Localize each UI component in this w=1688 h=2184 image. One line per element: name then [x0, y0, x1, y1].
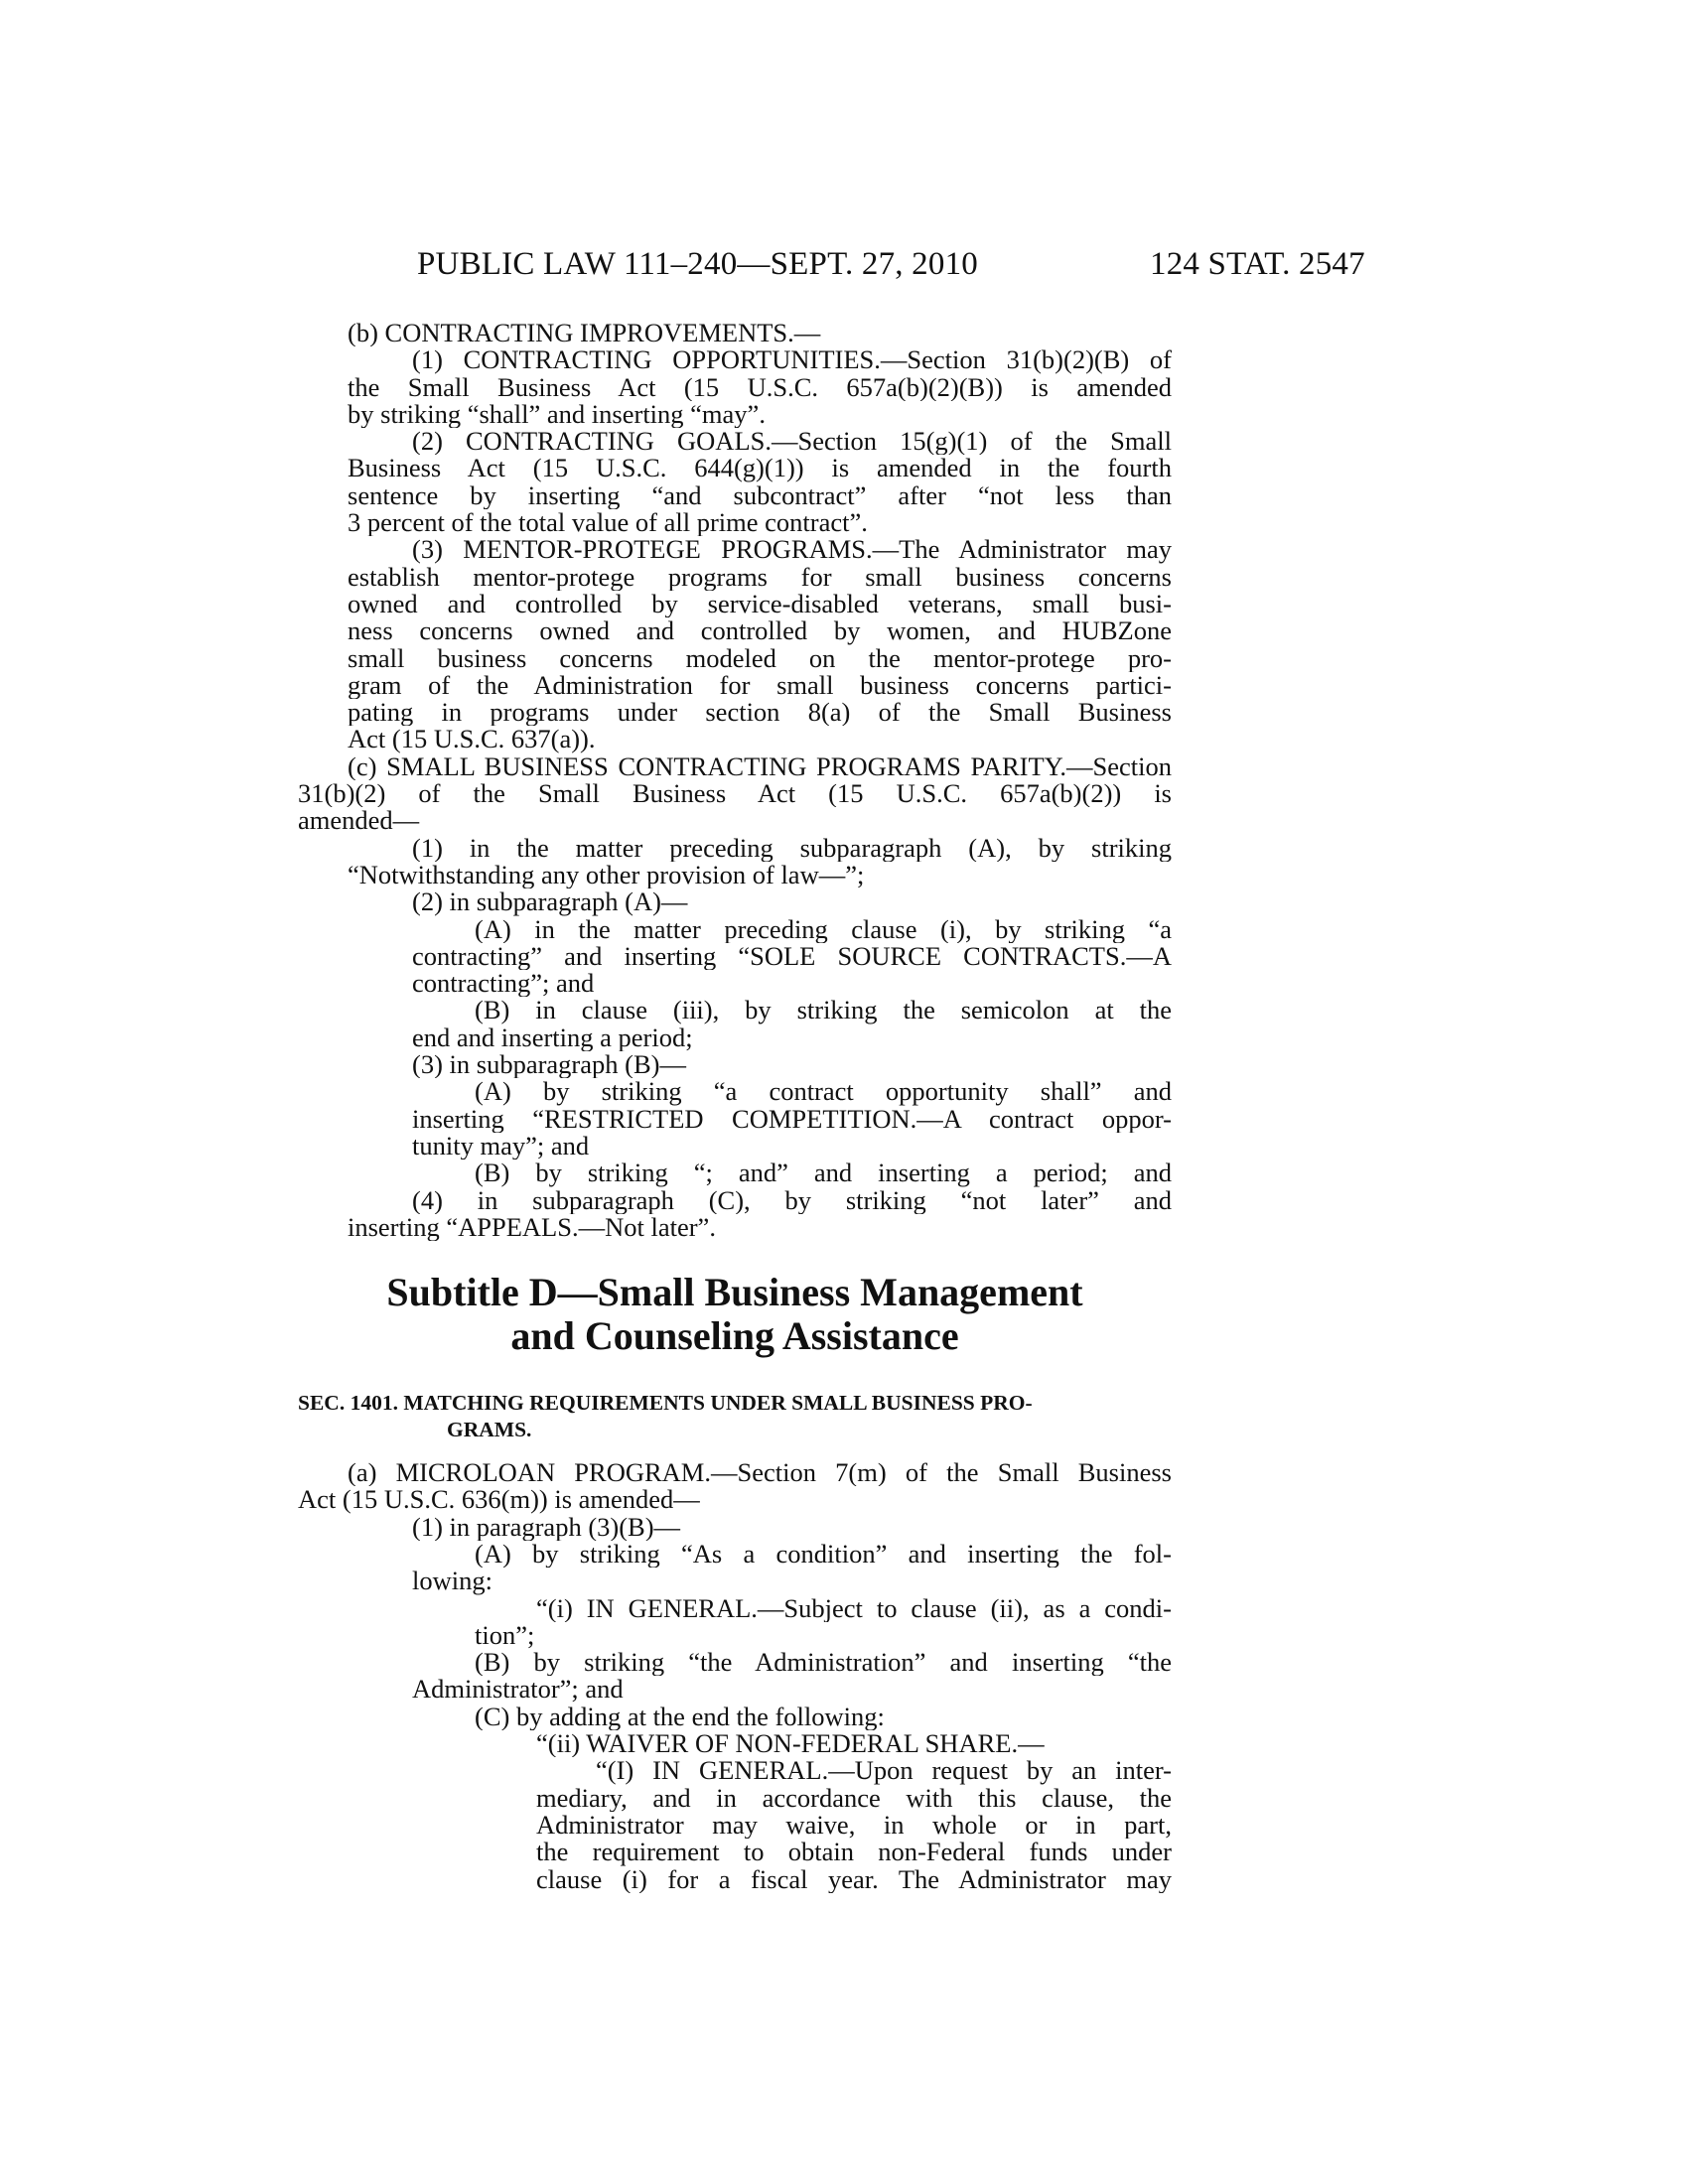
- text-line: Administrator”; and: [412, 1676, 624, 1704]
- text-line: (A) by striking “a contract opportunity shall” and: [475, 1078, 1172, 1106]
- text-line: gram of the Administration for small business concerns partici-: [348, 671, 1172, 700]
- text-line: small business concerns modeled on the mentor-protege pro-: [348, 644, 1172, 672]
- text-line: lowing:: [412, 1568, 492, 1595]
- text-line: (1) CONTRACTING OPPORTUNITIES.—Section 31(b)(2)(B) of: [412, 346, 1172, 374]
- text-line: “(ii) WAIVER OF NON-FEDERAL SHARE.—: [536, 1730, 1045, 1758]
- subtitle-line-1: Subtitle D—Small Business Management: [386, 1270, 1083, 1315]
- running-head: PUBLIC LAW 111–240—SEPT. 27, 2010: [417, 246, 978, 282]
- text-line: Act (15 U.S.C. 636(m)) is amended—: [298, 1486, 700, 1514]
- section-paragraphs: [298, 1459, 1172, 1893]
- section-heading-line-2: GRAMS.: [447, 1418, 532, 1442]
- subtitle-line-2: and Counseling Assistance: [510, 1313, 959, 1359]
- text-line: mediary, and in accordance with this clause, the: [536, 1784, 1172, 1812]
- amendment-paragraphs: [298, 320, 1172, 1241]
- body-text: [298, 320, 1172, 1893]
- text-line: (c) SMALL BUSINESS CONTRACTING PROGRAMS PARITY.—Section: [348, 752, 1172, 781]
- text-line: by striking “shall” and inserting “may”.: [348, 400, 766, 429]
- text-line: (A) in the matter preceding clause (i), by striking “a: [475, 915, 1172, 943]
- text-line: sentence by inserting “and subcontract” after “not less than: [348, 481, 1172, 510]
- text-line: (b) CONTRACTING IMPROVEMENTS.—: [348, 320, 821, 347]
- text-line: (B) by striking “; and” and inserting a period; and: [475, 1160, 1172, 1187]
- text-line: owned and controlled by service-disabled veterans, small busi-: [348, 590, 1172, 618]
- text-line: the requirement to obtain non-Federal funds under: [536, 1839, 1172, 1866]
- text-line: (A) by striking “As a condition” and inserting the fol-: [475, 1540, 1172, 1569]
- text-line: the Small Business Act (15 U.S.C. 657a(b)(2)(B)) is amended: [348, 373, 1172, 401]
- text-line: 3 percent of the total value of all prime contract”.: [348, 509, 868, 537]
- text-line: tion”;: [475, 1621, 535, 1650]
- section-heading: [298, 1390, 1172, 1443]
- text-line: (3) in subparagraph (B)—: [412, 1051, 686, 1079]
- text-line: “(i) IN GENERAL.—Subject to clause (ii), as a condi-: [536, 1594, 1172, 1622]
- text-line: Business Act (15 U.S.C. 644(g)(1)) is amended in the fourth: [348, 455, 1172, 482]
- text-line: inserting “APPEALS.—Not later”.: [348, 1213, 716, 1242]
- text-line: end and inserting a period;: [412, 1024, 693, 1052]
- text-line: (3) MENTOR-PROTEGE PROGRAMS.—The Administrator may: [412, 536, 1172, 564]
- text-line: “Notwithstanding any other provision of law—”;: [348, 861, 865, 889]
- text-line: ness concerns owned and controlled by women, and HUBZone: [348, 617, 1172, 645]
- text-line: amended—: [298, 807, 420, 835]
- text-line: clause (i) for a fiscal year. The Administrator may: [536, 1865, 1172, 1893]
- subtitle-heading: [298, 1271, 1172, 1358]
- section-heading-line-1: SEC. 1401. MATCHING REQUIREMENTS UNDER SMALL BUSINESS PRO-: [298, 1391, 1033, 1416]
- text-line: (2) CONTRACTING GOALS.—Section 15(g)(1) of the Small: [412, 428, 1172, 456]
- text-line: pating in programs under section 8(a) of the Small Business: [348, 699, 1172, 727]
- text-line: Administrator may waive, in whole or in part,: [536, 1811, 1172, 1840]
- text-line: (B) in clause (iii), by striking the semicolon at the: [475, 997, 1172, 1024]
- text-line: (1) in the matter preceding subparagraph (A), by striking: [412, 834, 1172, 862]
- text-line: “(I) IN GENERAL.—Upon request by an inter-: [596, 1757, 1172, 1785]
- text-line: (2) in subparagraph (A)—: [412, 888, 688, 916]
- text-line: contracting”; and: [412, 970, 595, 998]
- text-line: 31(b)(2) of the Small Business Act (15 U.S.C. 657a(b)(2)) is: [298, 780, 1172, 808]
- text-line: Act (15 U.S.C. 637(a)).: [348, 726, 596, 753]
- text-line: (1) in paragraph (3)(B)—: [412, 1513, 681, 1541]
- text-line: (C) by adding at the end the following:: [475, 1703, 885, 1731]
- text-line: contracting” and inserting “SOLE SOURCE CONTRACTS.—A: [412, 942, 1172, 971]
- text-line: tunity may”; and: [412, 1132, 590, 1160]
- text-line: (B) by striking “the Administration” and inserting “the: [475, 1649, 1172, 1677]
- text-line: (a) MICROLOAN PROGRAM.—Section 7(m) of the Small Business: [348, 1459, 1172, 1487]
- text-line: inserting “RESTRICTED COMPETITION.—A contract oppor-: [412, 1105, 1172, 1133]
- text-line: establish mentor-protege programs for small business concerns: [348, 563, 1172, 591]
- text-line: (4) in subparagraph (C), by striking “not later” and: [412, 1186, 1172, 1214]
- statute-citation: 124 STAT. 2547: [1150, 246, 1365, 282]
